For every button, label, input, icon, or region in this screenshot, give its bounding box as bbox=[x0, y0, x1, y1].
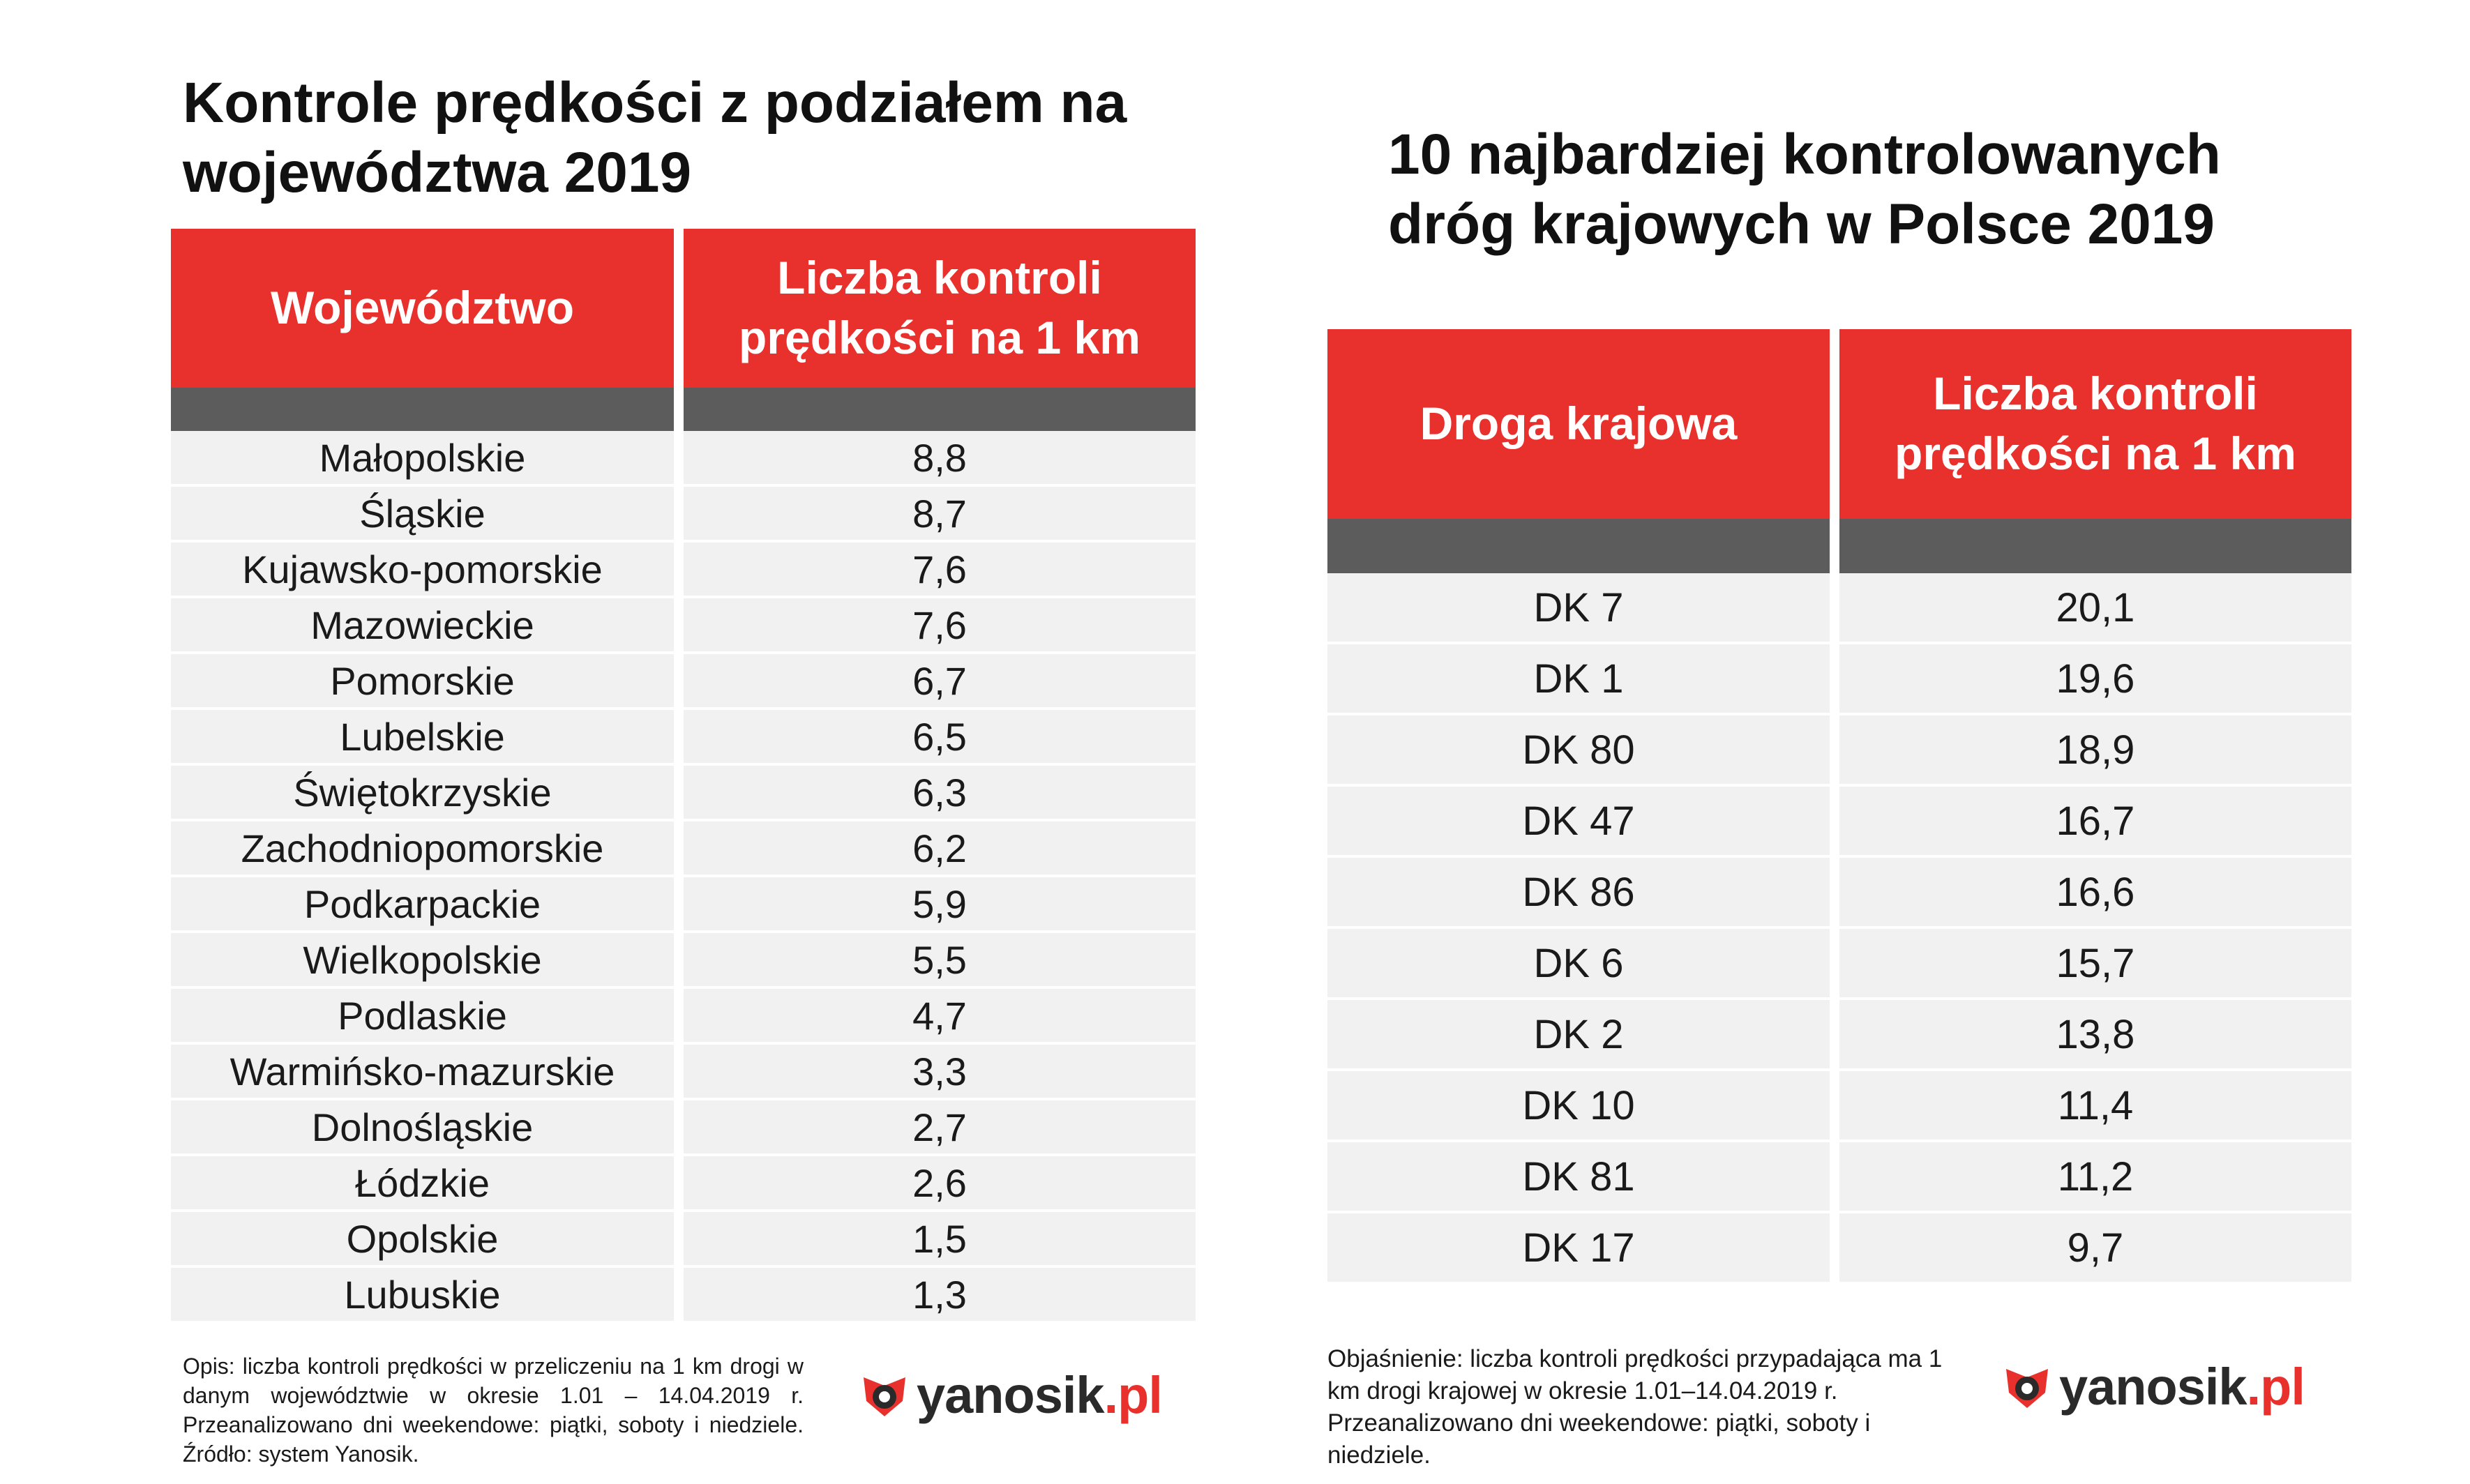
table-row bbox=[171, 431, 1196, 487]
row-value: 2,7 bbox=[684, 1100, 1196, 1156]
right-footnote: Objaśnienie: liczba kontroli prędkości przypadająca ma 1 km drogi krajowej w okresie 1.01–14.04.2019 r. Przeanalizowano dni weekendowe: piątki, soboty i niedziele. bbox=[1327, 1345, 1943, 1469]
table-row bbox=[1327, 644, 2351, 716]
row-value: 18,9 bbox=[1839, 716, 2351, 787]
header-gray-band bbox=[1327, 519, 1839, 573]
row-label: Śląskie bbox=[171, 487, 684, 543]
row-value: 6,5 bbox=[684, 710, 1196, 766]
column-header-controls-per-km: Liczba kontroli prędkości na 1 km bbox=[684, 229, 1196, 388]
row-label: Wielkopolskie bbox=[171, 933, 684, 989]
row-label: DK 80 bbox=[1327, 716, 1839, 787]
table-row bbox=[171, 1045, 1196, 1100]
table-row bbox=[1327, 787, 2351, 858]
logo-tld: .pl bbox=[1104, 1366, 1162, 1424]
yanosik-logo bbox=[859, 1365, 1162, 1425]
row-label: Świętokrzyskie bbox=[171, 766, 684, 821]
table-row bbox=[171, 877, 1196, 933]
row-value: 4,7 bbox=[684, 989, 1196, 1045]
row-value: 3,3 bbox=[684, 1045, 1196, 1100]
row-label: Zachodniopomorskie bbox=[171, 821, 684, 877]
table-row bbox=[171, 1212, 1196, 1268]
row-label: DK 81 bbox=[1327, 1142, 1839, 1213]
column-header-controls-per-km: Liczba kontroli prędkości na 1 km bbox=[1839, 329, 2351, 519]
row-value: 9,7 bbox=[1839, 1213, 2351, 1285]
row-value: 5,9 bbox=[684, 877, 1196, 933]
voivodeship-table-body bbox=[171, 431, 1196, 1324]
row-label: DK 2 bbox=[1327, 1000, 1839, 1071]
table-row bbox=[1327, 573, 2351, 644]
row-label: Pomorskie bbox=[171, 654, 684, 710]
row-label: DK 6 bbox=[1327, 929, 1839, 1000]
right-title: 10 najbardziej kontrolowanych dróg krajowych w Polsce 2019 bbox=[1388, 123, 2221, 256]
table-row bbox=[171, 1100, 1196, 1156]
row-label: Podkarpackie bbox=[171, 877, 684, 933]
yanosik-logo-icon bbox=[2002, 1362, 2052, 1412]
column-header-voivodeship: Województwo bbox=[171, 229, 684, 388]
row-label: Małopolskie bbox=[171, 431, 684, 487]
row-label: Kujawsko-pomorskie bbox=[171, 543, 684, 598]
row-label: Lubuskie bbox=[171, 1268, 684, 1324]
row-value: 19,6 bbox=[1839, 644, 2351, 716]
table-row bbox=[171, 933, 1196, 989]
table-row bbox=[1327, 1142, 2351, 1213]
row-value: 16,6 bbox=[1839, 858, 2351, 929]
row-value: 8,8 bbox=[684, 431, 1196, 487]
table-row bbox=[171, 710, 1196, 766]
table-row bbox=[171, 821, 1196, 877]
table-row bbox=[1327, 858, 2351, 929]
row-value: 7,6 bbox=[684, 543, 1196, 598]
table-row bbox=[171, 1268, 1196, 1324]
left-title: Kontrole prędkości z podziałem na województwa 2019 bbox=[183, 71, 1127, 204]
table-row bbox=[1327, 929, 2351, 1000]
logo-wordmark: yanosik bbox=[2059, 1358, 2247, 1416]
row-value: 6,2 bbox=[684, 821, 1196, 877]
row-label: DK 47 bbox=[1327, 787, 1839, 858]
table-row bbox=[171, 766, 1196, 821]
row-value: 13,8 bbox=[1839, 1000, 2351, 1071]
row-label: Podlaskie bbox=[171, 989, 684, 1045]
table-row bbox=[1327, 716, 2351, 787]
row-label: DK 7 bbox=[1327, 573, 1839, 644]
row-value: 11,4 bbox=[1839, 1071, 2351, 1142]
row-value: 7,6 bbox=[684, 598, 1196, 654]
table-row bbox=[171, 989, 1196, 1045]
row-label: Mazowieckie bbox=[171, 598, 684, 654]
header-gray-band bbox=[684, 388, 1196, 431]
row-label: Dolnośląskie bbox=[171, 1100, 684, 1156]
table-row bbox=[171, 487, 1196, 543]
row-value: 1,3 bbox=[684, 1268, 1196, 1324]
header-gray-band bbox=[1839, 519, 2351, 573]
row-label: DK 17 bbox=[1327, 1213, 1839, 1285]
row-value: 1,5 bbox=[684, 1212, 1196, 1268]
yanosik-logo-icon bbox=[859, 1370, 910, 1421]
table-row bbox=[171, 1156, 1196, 1212]
row-value: 20,1 bbox=[1839, 573, 2351, 644]
header-gray-band bbox=[171, 388, 684, 431]
logo-tld: .pl bbox=[2246, 1358, 2305, 1416]
row-value: 11,2 bbox=[1839, 1142, 2351, 1213]
row-value: 16,7 bbox=[1839, 787, 2351, 858]
table-row bbox=[171, 543, 1196, 598]
voivodeship-table bbox=[171, 229, 1196, 1324]
row-label: DK 86 bbox=[1327, 858, 1839, 929]
row-value: 15,7 bbox=[1839, 929, 2351, 1000]
yanosik-logo bbox=[2002, 1357, 2305, 1416]
row-label: Warmińsko-mazurskie bbox=[171, 1045, 684, 1100]
row-label: Lubelskie bbox=[171, 710, 684, 766]
table-row bbox=[171, 598, 1196, 654]
row-value: 2,6 bbox=[684, 1156, 1196, 1212]
left-footnote: Opis: liczba kontroli prędkości w przeliczeniu na 1 km drogi w danym województwie w okresie 1.01 – 14.04.2019 r. Przeanalizowano dni weekendowe: piątki, soboty i niedziele. Źródło: system Yanosik. bbox=[183, 1354, 804, 1467]
logo-wordmark: yanosik bbox=[917, 1366, 1104, 1424]
row-label: Opolskie bbox=[171, 1212, 684, 1268]
national-roads-table-body bbox=[1327, 573, 2351, 1285]
table-row bbox=[1327, 1071, 2351, 1142]
table-row bbox=[171, 654, 1196, 710]
national-roads-table bbox=[1327, 329, 2351, 1285]
row-value: 8,7 bbox=[684, 487, 1196, 543]
row-label: DK 10 bbox=[1327, 1071, 1839, 1142]
row-label: Łódzkie bbox=[171, 1156, 684, 1212]
row-label: DK 1 bbox=[1327, 644, 1839, 716]
row-value: 5,5 bbox=[684, 933, 1196, 989]
table-row bbox=[1327, 1000, 2351, 1071]
column-header-national-road: Droga krajowa bbox=[1327, 329, 1839, 519]
row-value: 6,7 bbox=[684, 654, 1196, 710]
row-value: 6,3 bbox=[684, 766, 1196, 821]
table-row bbox=[1327, 1213, 2351, 1285]
